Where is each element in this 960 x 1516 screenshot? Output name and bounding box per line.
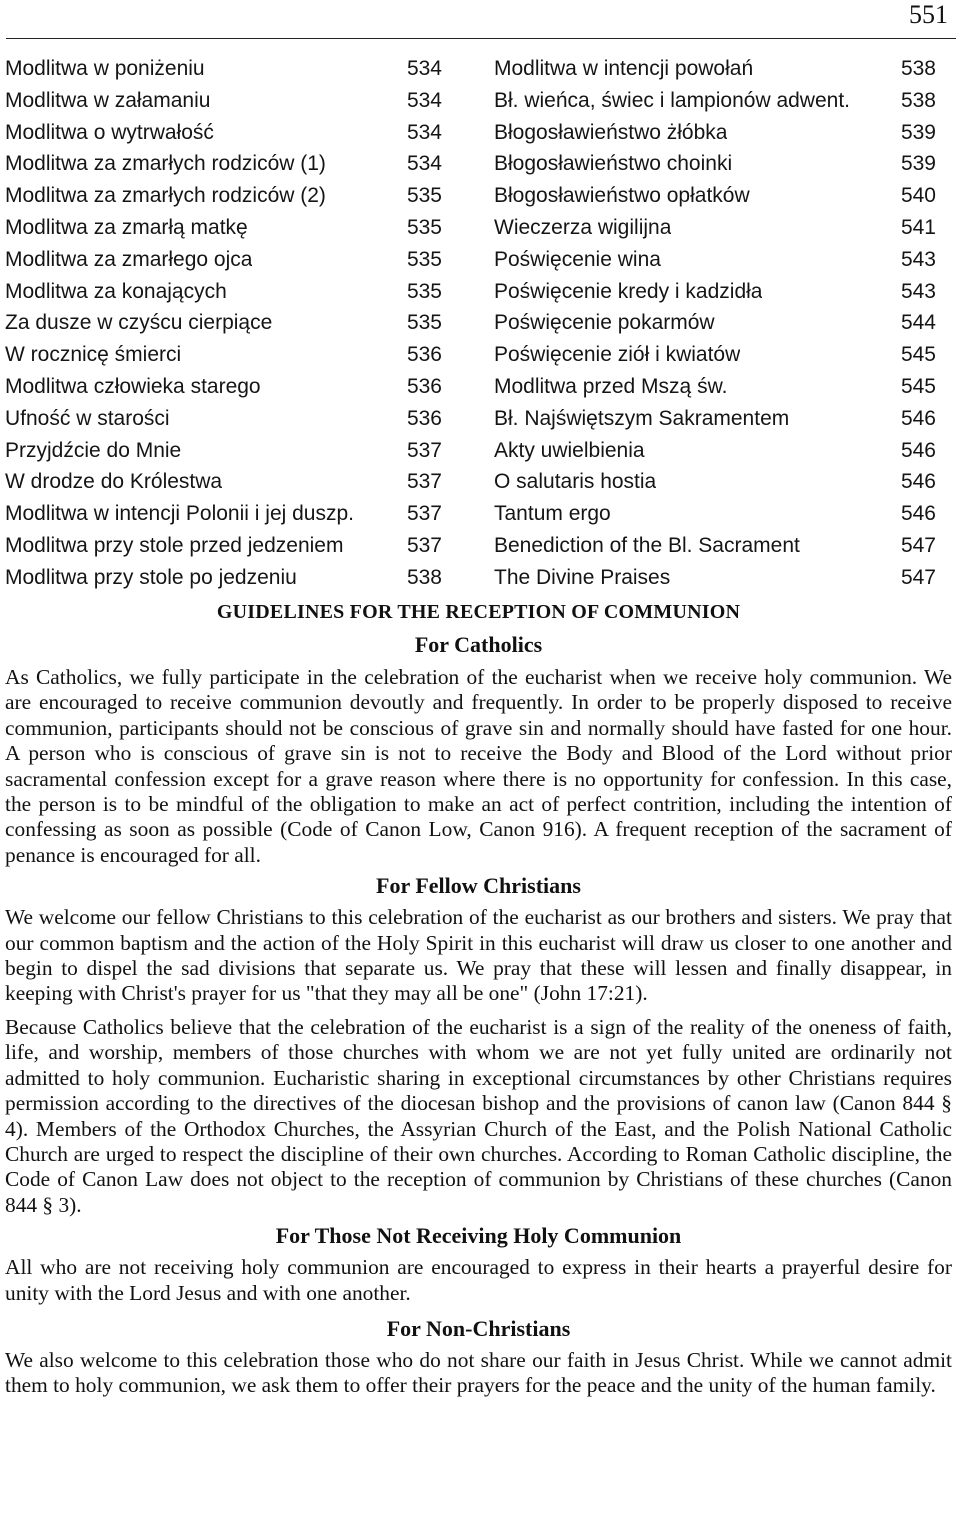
toc-entry (494, 53, 936, 85)
non-christians-paragraph: We also welcome to this celebration those who do not share our faith in Jesus Christ. While we cannot admit them to holy communion, we ask them to offer their prayers for the peace and the unity of the human family. (5, 1347, 952, 1398)
toc-entry (5, 180, 442, 212)
toc-entry (494, 148, 936, 180)
not-receiving-paragraph: All who are not receiving holy communion are encouraged to express in their hearts a prayerful desire for unity with the Lord Jesus and with one another. (5, 1255, 952, 1305)
guidelines-title: GUIDELINES FOR THE RECEPTION OF COMMUNION (216, 601, 741, 623)
toc-entry (494, 212, 936, 244)
toc-entry (494, 562, 936, 594)
toc-entry (5, 562, 442, 594)
toc-entry-title: Poświęcenie kredy i kadzidła (494, 279, 763, 303)
toc-entry (5, 53, 442, 85)
toc-entry-page: 534 (406, 88, 442, 112)
fellow-christians-paragraph-1: We welcome our fellow Christians to this celebration of the eucharist as our brothers and sisters. We pray that our common baptism and the action of the Holy Spirit in this eucharist will draw us closer to one another and begin to dispel the sad divisions that separate us. We pray that these will lessen and finally disappear, in keeping with Christ's prayer for us "that they may all be one" (John 17:21). (5, 905, 952, 1006)
toc-entry (494, 403, 936, 435)
toc-entry (5, 498, 442, 530)
guidelines-section (5, 597, 952, 1399)
toc-entry-title: Błogosławieństwo choinki (494, 152, 733, 176)
toc-entry-page: 546 (900, 406, 936, 430)
toc-entry (494, 307, 936, 339)
toc-entry-page: 538 (406, 565, 442, 589)
toc-entry-page: 547 (900, 565, 936, 589)
toc-entry (5, 371, 442, 403)
toc-entry-page: 535 (406, 311, 442, 335)
header-rule (6, 38, 956, 39)
toc-entry-page: 544 (900, 311, 936, 335)
toc-entry-page: 538 (900, 57, 936, 80)
toc-entry (5, 307, 442, 339)
toc-entry-title: Poświęcenie pokarmów (494, 311, 715, 335)
toc-entry-title: W drodze do Królestwa (5, 470, 223, 494)
toc-entry-title: Modlitwa człowieka starego (5, 374, 261, 398)
toc-entry-page: 535 (406, 247, 442, 271)
catholics-heading: For Catholics (414, 632, 543, 657)
toc-entry-title: Modlitwa w załamaniu (5, 88, 211, 112)
toc-entry (5, 530, 442, 562)
toc-entry (494, 117, 936, 149)
toc-entry (5, 276, 442, 308)
toc-entry (5, 403, 442, 435)
toc-entry (5, 85, 442, 117)
toc-entry-title: Przyjdźcie do Mnie (5, 438, 182, 462)
toc-entry-title: Wieczerza wigilijna (494, 215, 672, 239)
toc-entry-page: 543 (900, 279, 936, 303)
toc-entry-page: 547 (900, 533, 936, 557)
toc-entry (5, 435, 442, 467)
toc-entry (494, 180, 936, 212)
toc-entry-page: 539 (900, 152, 936, 176)
toc-entry-page: 534 (406, 152, 442, 176)
toc-entry-page: 537 (406, 470, 442, 494)
toc-entry-title: Modlitwa za zmarłego ojca (5, 247, 253, 271)
toc-entry-title: Poświęcenie ziół i kwiatów (494, 343, 741, 367)
toc-left-column (5, 53, 442, 594)
toc-entry-title: Modlitwa o wytrwałość (5, 120, 214, 144)
toc-entry-page: 534 (406, 120, 442, 144)
toc-entry-page: 546 (900, 438, 936, 462)
toc-entry-title: Benediction of the Bl. Sacrament (494, 533, 800, 557)
toc-entry (494, 498, 936, 530)
non-christians-heading: For Non-Christians (386, 1315, 571, 1341)
toc-entry-page: 535 (406, 215, 442, 239)
toc-entry-title: Poświęcenie wina (494, 247, 661, 271)
toc-entry (494, 244, 936, 276)
fellow-christians-paragraph-2: Because Catholics believe that the celebration of the eucharist is a sign of the reality of the oneness of faith, life, and worship, members of those churches with whom we are not yet fully united are ordinarily not admitted to holy communion. Eucharistic sharing in exceptional circumstances by other Christians requires permission according to the directives of the diocesan bishop and the provisions of canon law (Canon 844 § 4). Members of the Orthodox Churches, the Assyrian Church of the East, and the Polish National Catholic Church are urged to respect the discipline of their own churches. According to Roman Catholic discipline, the Code of Canon Law does not object to the reception of communion by Christians of these churches (Canon 844 § 3). (5, 1014, 952, 1217)
toc-entry (494, 371, 936, 403)
toc-entry-title: Modlitwa w intencji Polonii i jej duszp. (5, 502, 354, 526)
toc-entry-title: Błogosławieństwo opłatków (494, 184, 750, 208)
toc-entry-page: 537 (406, 533, 442, 557)
toc-entry-title: Modlitwa przy stole po jedzeniu (5, 565, 297, 589)
toc-entry-title: Błogosławieństwo żłóbka (494, 120, 728, 144)
toc-entry-page: 536 (406, 406, 442, 430)
toc-entry-page: 537 (406, 438, 442, 462)
toc-entry-page: 543 (900, 247, 936, 271)
toc-entry-title: Akty uwielbienia (494, 438, 645, 462)
toc-entry-title: Modlitwa za zmarłą matkę (5, 215, 248, 239)
toc-entry-title: Modlitwa przy stole przed jedzeniem (5, 533, 344, 557)
toc-entry (5, 148, 442, 180)
toc-entry (494, 530, 936, 562)
toc-entry-title: The Divine Praises (494, 565, 671, 589)
toc-entry-title: Modlitwa za konających (5, 279, 227, 303)
toc-entry-page: 545 (900, 374, 936, 398)
toc-entry-title: Modlitwa w intencji powołań (494, 57, 754, 80)
toc-entry (494, 85, 936, 117)
toc-entry-page: 536 (406, 343, 442, 367)
toc-entry (5, 466, 442, 498)
toc-entry-title: W rocznicę śmierci (5, 343, 182, 367)
toc-entry (494, 339, 936, 371)
toc-entry (5, 244, 442, 276)
toc-entry-title: Za dusze w czyścu cierpiące (5, 311, 273, 335)
toc-entry (5, 339, 442, 371)
toc-entry-page: 540 (900, 184, 936, 208)
toc-right-column (494, 53, 936, 594)
toc-entry-page: 537 (406, 502, 442, 526)
toc-entry-page: 545 (900, 343, 936, 367)
catholics-paragraph: As Catholics, we fully participate in the celebration of the eucharist when we receive holy communion. We are encouraged to receive communion devoutly and frequently. In order to be properly disposed to receive communion, participants should not be conscious of grave sin and normally should have fasted for one hour. A person who is conscious of grave sin is not to receive the Body and Blood of the Lord without prior sacramental confession except for a grave reason where there is no opportunity for confession. In this case, the person is to be mindful of the obligation to make an act of perfect contrition, including the intention of confessing as soon as possible (Code of Canon Low, Canon 916). A frequent reception of the sacrament of penance is encouraged for all. (5, 665, 952, 867)
toc-entry (5, 212, 442, 244)
toc-entry-page: 536 (406, 374, 442, 398)
toc-entry-title: Tantum ergo (494, 502, 611, 526)
toc-entry (494, 435, 936, 467)
toc-entry-page: 535 (406, 184, 442, 208)
toc-entry-page: 546 (900, 470, 936, 494)
toc-entry-title: Modlitwa przed Mszą św. (494, 374, 728, 398)
toc-entry-page: 546 (900, 502, 936, 526)
toc-entry-title: Ufność w starości (5, 406, 170, 430)
toc-entry-page: 538 (900, 88, 936, 112)
toc-entry-title: Modlitwa za zmarłych rodziców (1) (5, 152, 326, 176)
toc-entry-title: Modlitwa za zmarłych rodziców (2) (5, 184, 326, 208)
toc-entry-page: 539 (900, 120, 936, 144)
toc-entry-page: 535 (406, 279, 442, 303)
not-receiving-heading: For Those Not Receiving Holy Communion (275, 1223, 682, 1249)
page-number: 551 (909, 0, 948, 29)
toc-entry-title: Bł. Najświętszym Sakramentem (494, 406, 790, 430)
toc-entry (5, 117, 442, 149)
fellow-christians-heading: For Fellow Christians (376, 873, 581, 899)
toc-entry-page: 534 (406, 57, 442, 80)
toc-entry-page: 541 (900, 215, 936, 239)
toc-entry (494, 466, 936, 498)
toc-entry-title: Bł. wieńca, świec i lampionów adwent. (494, 88, 850, 112)
toc-entry-title: O salutaris hostia (494, 470, 657, 494)
toc-entry-title: Modlitwa w poniżeniu (5, 57, 205, 80)
toc-entry (494, 276, 936, 308)
